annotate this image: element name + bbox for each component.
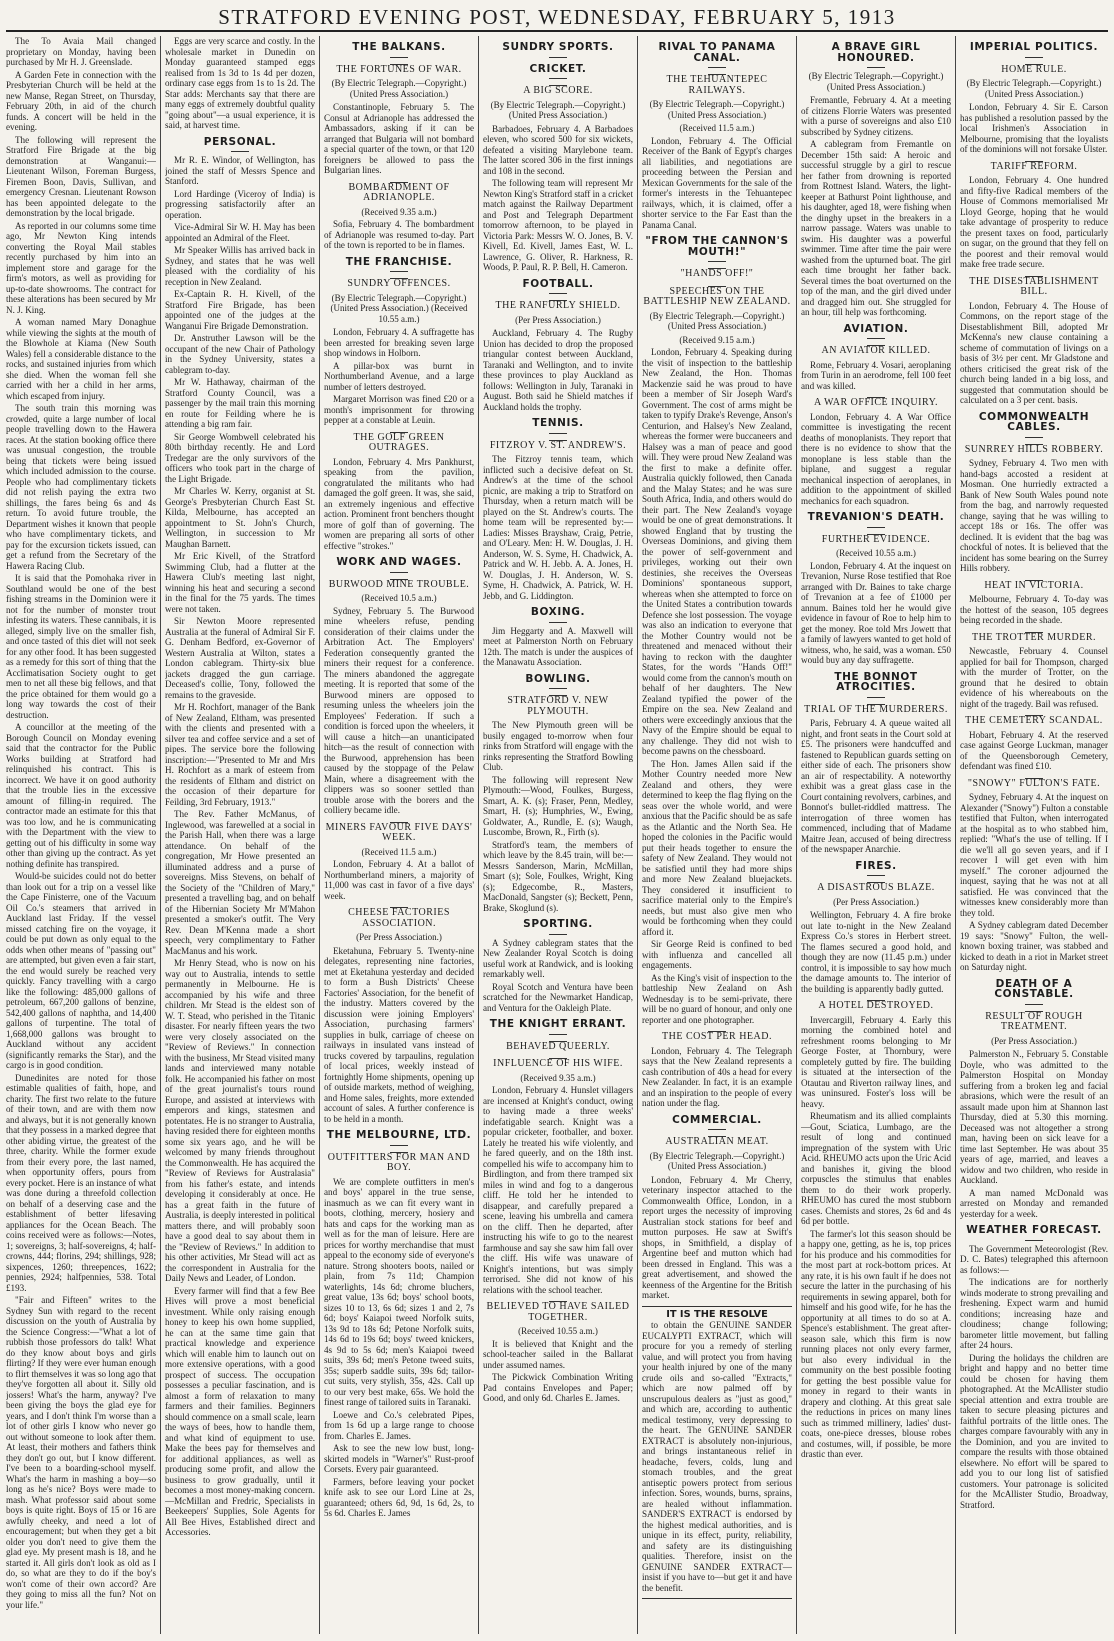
article-paragraph: Sydney, February 4. At the inquest on Alexander ("Snowy") Fulton a constable testified that Fulton, when interrogated at the hospital as to who stabbed him, replied: "What's the use of telling. If I die we'll all go seven years, and if I recover I will get even with him myself." The coroner adjourned the inquest, saying that he was not at all satisfied. He was convinced that the witnesses knew considerably more than they told. — [960, 792, 1108, 918]
article-paragraph: London, February 4. One hundred and fifty-five Radical members of the House of Commons memorialised Mr Lloyd George, hoping that he would take advantage of prosperity to reduce the present taxes on food, particularly on sugar, on the ground that they fell on the poorest and their removal would make free trade secure. — [960, 175, 1108, 269]
section-heading: THE FRANCHISE. — [324, 257, 474, 273]
credit-line: (Per Press Association.) — [515, 314, 601, 325]
section-heading: THE MELBOURNE, LTD. — [324, 1130, 474, 1146]
section-heading: BOWLING. — [483, 674, 633, 690]
article-paragraph: London, February 4. Mr Cherry, veterinary inspector attached to the Commonwealth Office, London, in a report urges the necessity of improving Australian stock stations for beef and mutton purposes. He saw at Swift's shops, in Smithfield, a display of Argentine beef and mutton which had been dressed in England. This was a great advertisement, and showed the keenness of the Argentine for the British market. — [642, 1174, 792, 1300]
article-paragraph: Rome, February 4. Vosari, aeroplaning from Turin in an aerodrome, fell 100 feet and was killed. — [801, 359, 951, 391]
article-paragraph: Auckland, February 4. The Rugby Union has decided to drop the proposed triangular contest between Auckland, Taranaki and Wellington, and to invite these provinces to play Auckland as follows: Wellington in July, Taranaki in August. Both said he Shield matches if Auckland holds the trophy. — [483, 328, 633, 412]
subheading: THE GOLF GREEN OUTRAGES. — [324, 432, 474, 454]
subheading: BEHAVED QUEERLY. — [483, 1041, 633, 1053]
article-paragraph: Paris, February 4. A queue waited all night, and front seats in the Court sold at £5. The prisoners were handcuffed and fastened to Republican guards setting on either side of each. The prisoners show an air of respectability. A noteworthy exhibit was a great glass case in the Court containing revolvers, carbines, and Bonnot's bullet-riddled mattress. The interrogation of three women has commenced, including that of Madame Maitre Jean, accused of being directress of the newspaper Anarchie. — [801, 718, 951, 854]
subheading: OUTFITTERS FOR MAN AND BOY. — [324, 1152, 474, 1174]
subheading: FITZROY V. ST. ANDREW'S. — [483, 440, 633, 452]
credit-line: (Per Press Association.) — [991, 1035, 1077, 1046]
received-line: (Received 9.35 a.m.) — [361, 206, 437, 217]
article-paragraph: Mr Charles W. Kerry, organist at St. George's Presbyterian Church East St. Kilda, Melbourne, has accepted an appointment to St. John's Church, Wellington, in succession to Mr Maughan Barnett. — [165, 486, 315, 549]
article-paragraph: The Hon. James Allen said if the Mother Country needed more New Zealand and others, they were determined to keep the flag flying on the seas over the whole world, and were anxious that the Pacific should be as safe as the Atlantic and the North Sea. He hoped the colonies in the Pacific would put their heads together to ensure the safety of New Zealand. They would not be satisfied until they had more ships and more New Zealand bluejackets. They considered it insufficient to sacrifice material only to the Empire's needs, but must also give men who would be forthcoming when they could afford it. — [642, 758, 792, 937]
section-heading: IMPERIAL POLITICS. — [960, 42, 1108, 58]
article-paragraph: Invercargill, February 4. Early this morning the combined hotel and refreshment rooms belonging to Mr George Foster, at Thornbury, were completely gutted by fire. The building is situated at the intersection of the Otautau and Riverton railway lines, and was uninsured. Foster's loss will be heavy. — [801, 1014, 951, 1109]
article-paragraph: London, February 4. Hunslet villagers are incensed at Knight's conduct, owing to having made a three weeks' indefatigable search. Knight was a popular cricketer, footballer, and boxer. Lately he treated his wife violently, and he fared queerly, and on the 18th inst. compelled his wife to accompany him to Birdlington, and from there tramped six miles in wind and fog to a dangerous cliff. He told her he intended to disappear, and carefully prepared a scene, leaving his umbrella and camera on the cliff. Then he departed, after instructing his wife to go to the nearest farmhouse and say she saw him fall over the cliff. His wife was unaware of Knight's intentions, but was simply terrorised. She did not know of his relations with the school teacher. — [483, 1085, 633, 1295]
article-paragraph: The Fitzroy tennis team, which inflicted such a decisive defeat on St. Andrew's at the time of the school picnic, are making a trip to Stratford on Thursday, when a return match will be played on the St. Andrew's courts. The home team will be represented by:—Ladies: Misses Brayshaw, Craig, Petrie, and O'Leary. Men: H. W. Douglas, J. H. Anderson, W. S. Syme, H. Chadwick, A. Patrick and W. H. Jebb. A. A. Jones, H. W. Douglas, J. H. Anderson, W. S. Syme, H. Chadwick, A. Patrick, W. H. Jebb, and G. Liddington. — [483, 454, 633, 601]
section-heading: AVIATION. — [801, 324, 951, 340]
article-paragraph: Constantinople, February 5. The Consul at Adrianople has addressed the Ambassadors, asking if it can be arranged that Bulgaria will not bombard a special quarter of the town, or that 120 foreigners be allowed to pass the Bulgarian lines. — [324, 102, 474, 175]
section-heading: "FROM THE CANNON'S MOUTH!" — [642, 236, 792, 262]
article-paragraph: Mr Eric Kivell, of the Stratford Swimming Club, had a flutter at the Hawera Club's meeting last night, winning his heat and securing a second in the final for the 75 yards. The times were not taken. — [165, 551, 315, 614]
article-paragraph: A man named McDonald was arrested on Monday and remanded yesterday for a week. — [960, 1187, 1108, 1219]
column-1 — [6, 36, 156, 1636]
subheading: AUSTRALIAN MEAT. — [642, 1136, 792, 1148]
column-rule — [955, 36, 956, 1634]
credit-line: (By Electric Telegraph.—Copyright.) (United Press Association.) — [966, 78, 1102, 99]
subheading: FURTHER EVIDENCE. — [801, 534, 951, 546]
article-paragraph: A cablegram from Fremantle on December 15th said: A heroic and successful struggle by a girl to rescue her father from drowning is reported from Rottnest Island. Waters, the light-keeper at Bathurst Point lighthouse, and his daughter, aged 18, were fishing when the dinghy upset in the breakers in a narrow passage. Waters was unable to swim. His daughter was a powerful swimmer. Time after time the pair were washed from the upturned boat. The girl each time brought her father back. Several times the boat overturned on the top of the man, and the girl dived under and dragged him out. She struggled for an hour, till help was forthcoming. — [801, 139, 951, 317]
article-paragraph: A woman named Mary Donaghue while viewing the sights at the mouth of the Blowhole at Kiama (New South Wales) fell a considerable distance to the rocks, and sustained injuries from which she died. When the woman fell she carried with her a child in her arms, which escaped from injury. — [6, 317, 156, 401]
credit-line: (Per Press Association.) — [833, 896, 919, 907]
subheading: SPEECHES ON THE BATTLESHIP NEW ZEALAND. — [643, 285, 791, 307]
advertisement-title: IT IS THE RESOLVE — [666, 1308, 768, 1320]
subheading: HOME RULE. — [960, 64, 1108, 76]
article-paragraph: Ex-Captain R. H. Kivell, of the Stratford Fire Brigade, has been appointed one of the judges at the Wanganui Fire Brigade Demonstration. — [165, 289, 315, 331]
subheading: INFLUENCE OF HIS WIFE. — [483, 1058, 633, 1070]
received-line: (Received 11.5 a.m.) — [679, 123, 755, 133]
article-paragraph: Lord Hardinge (Viceroy of India) is progressing satisfactorily after an operation. — [165, 188, 315, 220]
article-paragraph: Mr W. Hathaway, chairman of the Stratford County Council, was a passenger by the mail train this morning en route for Feilding where he is attending a big ram fair. — [165, 377, 315, 429]
article-paragraph: Newcastle, February 4. Counsel applied for bail for Thompson, charged with the murder of Trotter, on the ground that he desired to obtain evidence of his whereabouts on the night of the tragedy. Bail was refused. — [960, 646, 1108, 709]
received-line: (Received 10.55 a.m.) — [518, 1326, 598, 1336]
article-paragraph: The Rev. Father McManus, of Inglewood, was farewelled at a social in the Parish Hall, when there was a large attendance. On behalf of the congregation, Mr Howe presented an illuminated address and a purse of sovereigns. Miss Stevens, on behalf of the Society of the "Children of Mary," presented a travelling bag, and on behalf of the Hibernian Society Mr M'Mahon presented a smoker's outfit. The Very Rev. Dean M'Kenna made a short speech, very complimentary to Father MacManus and his work. — [165, 809, 315, 956]
article-paragraph: London, February 4. The Telegraph says that the New Zealand represents a cash contribution of 40s a head for every New Zealander. In fact, it is an example and an inspiration to the people of every nation under the flag. — [642, 1045, 792, 1108]
article-paragraph: Mr Henry Stead, who is now on his way out to Australia, intends to settle permanently in Melbourne. He is accompanied by his wife and three children. Mr Stead is the eldest son of W. T. Stead, who perished in the Titanic disaster. For nearly fifteen years the two were very closely associated on the "Review of Reviews." In connection with the business, Mr Stead visited many lands and interviewed many notable folk. He accompanied his father on most of the great journalist's tours round Europe, and assisted at interviews with emperors and kings, statesmen and potentates. He is no stranger to Australia, having resided there for eighteen months some six years ago, and he will be welcomed by many friends throughout the Commonwealth. He has acquired the "Review of Reviews for Australasia" from his father's estate, and intends developing it considerably at once. He has a great faith in the future of Australia, is deeply interested in political matters there, and will probably soon have a good deal to say about them in the "Review of Reviews." In addition to his other activities, Mr Stead will act as the correspondent in Australia for the Daily News and Leader, of London. — [165, 958, 315, 1283]
article-paragraph: Sydney, February 5. The Burwood mine wheelers refuse, pending consideration of their claims under the Arbitration Act. The Employers' Federation consequently granted the miners their request for a conference. The miners abandoned the aggregate meeting. It is reported that some of the Burwood miners are opposed to resuming unless the wheelers join the Employees' Federation. If such a condition is forced upon the wheelers, it will cause a hitch—an unanticipated hitch—as the result of connection with the Burwood, apprehension has been caused by the stoppage of the Pelaw Main, where a disagreement with the clippers was so sooner settled than trouble arose with the borers and the colliery became idle. — [324, 605, 474, 815]
section-heading: COMMERCIAL. — [642, 1115, 792, 1131]
subheading: THE TEHUANTEPEC RAILWAYS. — [642, 74, 792, 96]
article-paragraph: As the King's visit of inspection to the battleship New Zealand on Ash Wednesday is to be semi-private, there will be no guard of honour, and only one reporter and one photographer. — [642, 972, 792, 1025]
article-paragraph: Rheumatism and its allied complaints—Gout, Sciatica, Lumbago, are the result of long and continued impregnation of the system with Uric Acid. RHEUMO acts upon the Uric Acid and banishes it, giving the blood corpuscles the stimulus that enables them to do their work properly. RHEUMO has cured the most stubborn cases. Chemists and stores, 2s 6d and 4s 6d per bottle. — [801, 1111, 951, 1226]
subheading: BURWOOD MINE TROUBLE. — [324, 579, 474, 591]
subheading: SUNRREY HILLS ROBBERY. — [960, 444, 1108, 456]
received-line: (Received 10.5 a.m.) — [361, 593, 437, 603]
section-heading: A BRAVE GIRL HONOURED. — [801, 42, 951, 68]
article-paragraph: Ask to see the new low bust, long-skirted models in "Warner's" Rust-proof Corsets. Every pair guaranteed. — [324, 1443, 474, 1474]
article-paragraph: The Government Meteorologist (Rev. D. C. Bates) telegraphed this afternoon as follows:— — [960, 1243, 1108, 1275]
article-paragraph: London, February 4. Speaking during the visit of inspection to the battleship New Zealand, the Hon. Thomas Mackenzie said he was proud to have been a member of Sir Joseph Ward's Government. The cost of arms might be taken to typify Drake's Revenge, Anson's Centurion, and Halsey's New Zealand, whereas the former were buccaneers and Halsey was a man of peace and good will. They were proud New Zealand was the first to make a definite offer. Australia quickly followed, then Canada and the Malay States; and he was sure South Africa, India, and others would do their part. The New Zealand's voyage would be one of great demonstrations. It showed England that by trusting the Overseas Dominions, and giving them the power of self-government and privileges, working out their own destinies, she receives the Overseas Dominions' spontaneous support, whereas when she attempted to force on the United States a contribution towards Defence she lost possession. The voyage was also an indication to everyone that the Mother Country would not be threatened and menaced without their having to reckon with the daughter States, for the words "Hands Off!" would come from the cannon's mouth on behalf of her daughters. The New Zealand typified the power of the Empire on the sea. New Zealand and others were exceedingly anxious that the Navy of the Empire should be equal to any challenge. They did not wish to become pawns on the chessboard. — [642, 347, 792, 756]
received-line: (Received 11.5 a.m.) — [361, 846, 437, 857]
subheading: THE COST PER HEAD. — [642, 1031, 792, 1043]
article-paragraph: The following team will represent Mr Newton King's Stratford staff in a cricket match against the Railway Department and Post and Telegraph Department tomorrow afternoon, to be played in Victoria Park: Messrs W. O. Jones, B. V. Kivell, Ed. Kivell, James East, W. L. Lawrence, G. Oliver, R. Harkness, R. Woods, P. Paul, R. P. Bell, H. Cameron. — [483, 178, 633, 272]
article-paragraph: Eggs are very scarce and costly. In the wholesale market in Dunedin on Monday guaranteed stamped eggs realised from 1s 3d to 1s 4d per dozen, ordinary case eggs from 1s to 1s 2d. The Star adds: Merchants say that there are many eggs of extremely doubtful quality "going about"—a usual experience, it is said, at harvest time. — [165, 36, 315, 130]
article-paragraph: The New Plymouth green will be busily engaged to-morrow when four rinks from Stratford will engage with the rinks representing the Stratford Bowling Club. — [483, 720, 633, 772]
article-paragraph: The following will represent New Plymouth:—Wood, Foulkes, Burgess, Smart, A. K. (s); Fraser, Penn, Medley, Smart, H. (s); Humphries, W., Ewing, Goldwater, A., Rundle, E. (s); Waugh, Luscombe, Brown, R., Firth (s). — [483, 774, 633, 837]
article-paragraph: It is believed that Knight and the school-teacher sailed in the Ballarat under assumed names. — [483, 1338, 633, 1370]
article-paragraph: London, February 4. A War Office committee is investigating the recent deaths of monoplanists. They report that there is no evidence to show that the monoplane is less stable than the biplane, and suggest a regular mechanical inspection of aeroplanes, in addition to the appointment of skilled mechanics for each squadron. — [801, 411, 951, 506]
article-paragraph: Dr. Anstruther Lawson will be the occupant of the new Chair of Pathology in the Sydney University, states a cablegram to-day. — [165, 333, 315, 375]
article-paragraph: Farmers, before leaving your pocket knife ask to see our Lord Line at 2s, guaranteed; others 6d, 9d, 1s 6d, 2s, to 5s 6d. Charles E. James — [324, 1476, 474, 1518]
article-paragraph: Sir George Reid is confined to bed with influenza and cancelled all engagements. — [642, 939, 792, 970]
column-rule — [478, 36, 479, 1634]
column-rule — [319, 36, 320, 1634]
column-rule — [796, 36, 797, 1634]
subheading: AN AVIATOR KILLED. — [801, 345, 951, 357]
section-heading: FIRES. — [801, 861, 951, 877]
article-paragraph: Jim Heggarty and A. Maxwell will meet at Palmerston North on February 12th. The match is under the auspices of the Manawatu Association. — [483, 625, 633, 667]
article-paragraph: We are complete outfitters in men's and boys' apparel in the true sense, inasmuch as we can fit every want in boots, clothing, mercery, hosiery and hats and caps for the working man as well as for the man of leisure. Here are prices for worthy merchandise that must appeal to the economy side of everyone's nature. Strong shooters boots, nailed or plain, from 7s 11d; Champion waterlights, 14s 6d; chrome bluchers, great value, 13s 6d; boys' school boots, sizes 10 to 13, 6s 6d; sizes 1 and 2, 7s 6d; boys' Kaiapoi tweed Norfolk suits, 13s 9d to 18s 6d; Petone Norfolk suits, 14s 6d to 19s 6d; boys' tweed knickers, 4s 9d to 5s 6d; men's Kaiapoi tweed suits, 39s 6d; men's Petone tweed suits, 35s; superb saddle suits, 39s 6d; tailor-cut suits, very stylish, 35s, 42s. Call up to our very best make, 65s. We hold the finest range of tailored suits in Taranaki. — [324, 1176, 474, 1407]
article-paragraph: A Sydney cablegram states that the New Zealander Royal Scotch is doing useful work at Randwick, and is looking remarkably well. — [483, 937, 633, 979]
article-paragraph: Margaret Morrison was fined £20 or a month's imprisonment for throwing pepper at a constable at Leuin. — [324, 394, 474, 425]
article-paragraph: A Sydney cablegram dated December 19 says: "Snowy" Fulton, the well-known boxing trainer, was stabbed and kicked to death in a riot in Market street on Saturday night. — [960, 920, 1108, 972]
article-paragraph: The indications are for northerly winds moderate to strong prevailing and freshening. Expect warm and humid conditions; increasing haze and cloudiness; change following; barometer little movement, but falling after 24 hours. — [960, 1277, 1108, 1350]
article-paragraph: Loewe and Co.'s celebrated Pipes, from 1s 6d up a large range to choose from. Charles E. James. — [324, 1409, 474, 1441]
article-paragraph: Hobart, February 4. At the reserved case against George Luckman, manager of the Queensborough Cemetery, defendant was fined £10. — [960, 729, 1108, 771]
article-paragraph: It is said that the Pomohaka river in Southland would be one of the best fishing streams in the Dominion were it not for the number of monster trout infesting its waters. These cannibals, it is alleged, simply live on the smaller fish, and once tasted of this diet will not seek for any other food. It has been suggested as a remedy for this sort of thing that the Acclimatisation Society ought to get men to net all these big fellows, and that the price obtained for them would go a long way towards the cost of their destruction. — [6, 573, 156, 720]
article-paragraph: London, February 4. The Official Receiver of the Bank of Egypt's charges all liabilities, and negotiations are proceeding between the Persian and Mexican Governments for the sale of the former's interests in the Tehuantepec railways, which, it is claimed, offer a shorter service to the Far East than the Panama Canal. — [642, 135, 792, 230]
article-paragraph: Dunedinites are noted for those estimable qualities of faith, hope, and charity. The first two relate to the future of their town, and are with them now and always, but it is not generally known that they possess in a marked degree that other abiding virtue, the greatest of the three, charity. While the former exude from their every pore, the last named, when opportunity offers, pours from every pocket. Here is an instance of what was done during a threefold collection on behalf of a deserving case and the establishment of better lifesaving appliances for the Ocean Beach. The coins received were as follows:—Notes, 1; sovereigns, 3; half-sovereigns, 4; half-crowns, 444; florins, 294; shillings, 928; sixpences, 1260; threepences, 1622; pennies, 2924; halfpennies, 538. Total £193. — [6, 1072, 156, 1293]
section-heading: RIVAL TO PANAMA CANAL. — [642, 42, 792, 68]
article-paragraph: During the holidays the children are bright and happy and no better time could be chosen for having them photographed. At the McAllister studio special attention and extra trouble are taken to secure pleasing pictures and faithful portraits of the little ones. The charges compare favourably with any in the Dominion, and you are invited to compare the results with those obtained elsewhere. No effort will be spared to add you to our long list of satisfied customers. Your patronage is solicited for the McAllister Studio, Broadway, Stratford. — [960, 1352, 1108, 1510]
column-4 — [483, 36, 633, 1636]
section-heading: CRICKET. — [483, 64, 633, 80]
section-heading: DEATH OF A CONSTABLE. — [960, 979, 1108, 1005]
subheading: THE TROTTER MURDER. — [960, 632, 1108, 644]
column-7 — [960, 36, 1108, 1636]
credit-line: (Per Press Association.) — [356, 932, 442, 942]
article-paragraph: London, February 4. The House of Commons, on the report stage of the Disestablishment Bill, adopted Mr McKenna's new clause containing a scheme of commutation of livings on a basis of 3½ per cent. Mr Gladstone and others criticised the great risk of the church being landed in a big loss, and suggested that commutation should be calculated on a 3 per cent. basis. — [960, 300, 1108, 405]
section-heading: THE BONNOT ATROCITIES. — [801, 672, 951, 698]
article-paragraph: "Fair and Fifteen" writes to the Sydney Sun with regard to the recent discussion on the youth of Australia by the Science Congress:—"What a lot of rubbish those professors do talk! What do they know about boys and girls flirting? If they were ever human enough to flirt themselves it was so long ago that they've forgotten all about it. Silly old jossers! What's the harm, anyway? I've been giving the boys the glad eye for years, and I don't think I'm worse than a lot of other girls I know who never go out without someone to look after them. At least, their mothers and fathers think they don't go out, but I know different. I've been to a boarding-school myself. What's the harm in mashing a boy—so long as he's nice? Boys were made to mash. What professor said about some boys is quite right. Boys of 15 or 16 are awfully cheeky, and need a lot of encouragement; but when they get a bit older you don't need to give them the glad eye. My present mash is 18, and he started it. All girls don't look as old as I do, so what are they to do if the boy's won't come of their own accord? Are they going to miss all the fun? Not on your life." — [6, 1295, 156, 1610]
received-line: (Received 10.55 a.m.) — [836, 548, 916, 558]
subheading: STRATFORD V. NEW PLYMOUTH. — [483, 695, 633, 717]
section-heading: TREVANION'S DEATH. — [801, 512, 951, 528]
subheading: TARIFF REFORM. — [960, 161, 1108, 173]
article-paragraph: Sofia, February 4. The bombardment of Adrianople was resumed to-day. Part of the town is reported to be in flames. — [324, 219, 474, 250]
credit-line: (By Electric Telegraph.—Copyright.) (United Press Association.) — [331, 78, 467, 99]
article-paragraph: A pillar-box was burnt in Northumberland Avenue, and a large number of letters destroyed. — [324, 360, 474, 392]
subheading: THE CEMETERY SCANDAL. — [960, 715, 1108, 727]
section-heading: TENNIS. — [483, 418, 633, 434]
article-paragraph: Mr Speaker Willis has arrived back in Sydney, and states that he was well pleased with the cordiality of his reception in New Zealand. — [165, 245, 315, 287]
subheading: HEAT IN VICTORIA. — [960, 580, 1108, 592]
article-paragraph: Fremantle, February 4. At a meeting of citizens Florrie Waters was presented with a purse of sovereigns and also £10 subscribed by Sydney citizens. — [801, 95, 951, 137]
article-paragraph: A councillor at the meeting of the Borough Council on Monday evening said that the contractor for the Public Works building at Stratford had relinquished his contract. This is incorrect. We have it on good authority that the trouble lies in the excessive amount of filling-in required. The contractor made an estimate for this that was too low, and he is communicating with the Department with the view to getting out of his difficulty in some way other than giving up the contract. As yet nothing definite has transpired. — [6, 722, 156, 869]
subheading: "HANDS OFF!" — [642, 268, 792, 280]
article-paragraph: Barbadoes, February 4. A Barbadoes eleven, who scored 500 for six wickets, defeated a visiting Marylebone team. The latter scored 306 in the first innings and 108 in the second. — [483, 123, 633, 176]
article-paragraph: The following will represent the Stratford Fire Brigade at the big demonstration at Wanganui:—Lieutenant Wilson, Foreman Burgess, Firemen Boon, Davis, Sullivan, and emergency Cresnan. Lieutenant Rowson has been appointed delegate to the demonstration by the local brigade. — [6, 134, 156, 218]
article-paragraph: London, February 4. Mrs Pankhurst, speaking from the pavilion, congratulated the militants who had damaged the golf green. It was, she said, an extremely ingenious and effective action. Prominent front benchers thought more of golf than of governing. The women are preparing all sorts of other effective "strokes." — [324, 456, 474, 551]
subheading: THE RANFURLY SHIELD. — [483, 300, 633, 312]
section-heading: COMMONWEALTH CABLES. — [960, 412, 1108, 438]
subheading: THE FORTUNES OF WAR. — [324, 64, 474, 76]
article-paragraph: Wellington, February 4. A fire broke out late to-night in the New Zealand Express Co.'s stores in Herbert street. The flames secured a good hold, and though they are now (11.45 p.m.) under control, it is impossible to say how much the damage amounts to. The interior of the building is apparently badly gutted. — [801, 910, 951, 994]
received-line: (Received 9.35 a.m.) — [520, 1072, 596, 1083]
article-paragraph: Vice-Admiral Sir W. H. May has been appointed an Admiral of the Fleet. — [165, 222, 315, 243]
received-line: (Received 9.15 a.m.) — [679, 334, 755, 345]
section-heading: FOOTBALL. — [483, 279, 633, 295]
article-paragraph: Sir George Wombwell celebrated his 80th birthday recently. He and Lord Tredegar are the only survivors of the officers who took part in the charge of the Light Brigade. — [165, 431, 315, 484]
article-paragraph: Eketahuna, February 5. Twenty-nine delegates, representing nine factories, met at Eketahuna yesterday and decided to form a Bush Districts' Cheese Factories' Association, for the benefit of the industry. Matters covered by the discussion were joining Employers' Association, purchasing farmers' supplies in bulk, carriage of cheese on railways in insulated vans instead of trucks covered by tarpaulins, regulation of local prices, weekly instead of fortnightly Home shipments, opening up of outside markets, method of weighing, and Home sales, freights, more extended account of sales. A further conference is to be held in a month. — [324, 945, 474, 1124]
advertisement — [642, 1306, 792, 1600]
article-paragraph: Stratford's team, the members of which leave by the 8.45 train, will be:—Messrs Sanderson, Marin, McMillan, Smart (s); Sole, Foulkes, Wright, King (s); Edgecombe, R., Masters, MacDonald, Sangster (s); Beckett, Penn, Brake, Skoglund (s). — [483, 839, 633, 913]
credit-line: (By Electric Telegraph.—Copyright.) (United Press Association.) (Received 10.55 a.m.) — [330, 292, 468, 324]
column-6 — [801, 36, 951, 1636]
article-paragraph: Every farmer will find that a few Bee Hives will prove a most beneficial investment. While only raising enough honey to keep his own home supplied, he can at the same time gain that practical knowledge and experience which will enable him to launch out on more extensive operations, with a good prospect of success. The occupation possesses a peculiar fascination, and is almost a form of relaxation to many farmers and their families. Beginners should commence on a small scale, learn the ways of bees, how to handle them, and what kind of equipment to use. Make the bees pay for themselves and for additional appliances, as well as producing some profit, and allow the business to grow gradually, until it becomes a most money-making concern.—McMillan and Fredric, Specialists in Beekeepers' Supplies, Sole Agents for All Bee Hives, Established direct and Accessories. — [165, 1285, 315, 1537]
subheading: A BIG SCORE. — [483, 85, 633, 97]
article-paragraph: As reported in our columns some time ago, Mr Newton King intends converting the Royal Mail stables recently purchased by him into an implement store and garage for the firm's motors, as well as providing for up-to-date showrooms. The contract for these alterations has been secured by Mr N. J. King. — [6, 220, 156, 315]
section-heading: BOXING. — [483, 607, 633, 623]
article-paragraph: The farmer's lot this season should be a happy one, getting, as he is, top prices for his produce and his commodities for the most part at rock-bottom prices. At any rate, it is his own fault if he does not secure the latter in the purchasing of his requirements in sewing apparel, both for himself and his good wife, for he has the opportunity at all times to do so at A. Spence's establishment. The great after-season sale, which this firm is now running places not only every farmer, but also every individual in the community on the best possible footing for getting the best possible value for money in regard to their wants in drapery and clothing. At this great sale the reductions in prices on many lines such as trimmed millinery, ladies' dust-coats, one-piece dresses, blouse robes and costumes, will, if possible, be more drastic than ever. — [801, 1228, 951, 1459]
article-paragraph: London, February 4. A suffragette has been arrested for breaking seven large shop windows in Holborn. — [324, 327, 474, 358]
section-heading: THE KNIGHT ERRANT. — [483, 1019, 633, 1035]
subheading: SUNDRY OFFENCES. — [324, 278, 474, 290]
article-paragraph: London, February 4. Sir E. Carson has published a resolution passed by the local Irishmen's Association in Melbourne, promising that the loyalists of the dominions will not forsake Ulster. — [960, 102, 1108, 154]
article-paragraph: The Pickwick Combination Writing Pad contains Envelopes and Paper; Good, and only 6d. Charles E. James. — [483, 1372, 633, 1403]
section-heading: SPORTING. — [483, 919, 633, 935]
credit-line: (By Electric Telegraph.—Copyright.) (United Press Association.) — [649, 310, 785, 331]
column-rule — [637, 36, 638, 1634]
article-paragraph: Sydney, February 4. Two men with hand-bags accosted a resident at Mosman. One hurriedly extracted a Bank of New South Wales pound note from the bag, and narrowly requested change, saying that he was willing to accept 18s or 16s. The offer was declined. It is evident that the bag was chockful of notes. It is believed that the incident has some bearing on the Surrey Hills robbery. — [960, 458, 1108, 573]
subheading: CHEESE FACTORIES ASSOCIATION. — [324, 907, 474, 929]
article-paragraph: A Garden Fete in connection with the Presbyterian Church will be held at the new Manse, Regan Street, on Thursday, February 20th, in aid of the church funds. A concert will be held in the evening. — [6, 69, 156, 132]
subheading: BELIEVED TO HAVE SAILED TOGETHER. — [483, 1301, 633, 1323]
subheading: MINERS FAVOUR FIVE DAYS' WEEK. — [325, 821, 473, 843]
section-heading: THE BALKANS. — [324, 42, 474, 58]
credit-line: (By Electric Telegraph.—Copyright.) (United Press Association.) — [649, 99, 785, 120]
article-paragraph: Royal Scotch and Ventura have been scratched for the Newmarket Handicap, and Ventura for the Oakleigh Plate. — [483, 981, 633, 1013]
subheading: A HOTEL DESTROYED. — [801, 1000, 951, 1012]
masthead: STRATFORD EVENING POST, WEDNESDAY, FEBRUARY 5, 1913 — [6, 4, 1108, 32]
advertisement-text: to obtain the GENUINE SANDER EUCALYPTI EXTRACT, which will procure for you a remedy of sterling value, and will protect you from having your health injured by one of the many crude oils and so-called "Extracts," which are now palmed off by unscrupulous dealers as "just as good," and which are, according to authentic medical testimony, very depressing to the heart. The GENUINE SANDER EXTRACT is absolutely non-injurious, and brings instantaneous relief in headache, fevers, colds, lung and stomach troubles, and the great antiseptic powers protect from serious infection. Sores, wounds, burns, sprains, are healed without inflammation. SANDER'S EXTRACT is endorsed by the highest medical authorities, and is unique in its effect, purity, reliability, and safety are its distinguishing qualities. Therefore, insist on the GENUINE SANDER EXTRACT—insist if you have to—but get it and have the benefit. — [642, 1320, 792, 1593]
column-3 — [324, 36, 474, 1636]
article-paragraph: Mr H. Rochfort, manager of the Bank of New Zealand, Eltham, was presented with the clients and presented with a silver tea and coffee service and a set of pipes. The service bore the following inscription:—"Presented to Mr and Mrs H. Rochfort as a mark of esteem from the residents of Eltham and district on the occasion of their departure for Feilding, 3rd February, 1913." — [165, 702, 315, 807]
article-paragraph: Melbourne, February 4. To-day was the hottest of the season, 105 degrees being recorded in the shade. — [960, 594, 1108, 625]
subheading: "SNOWY" FULTON'S FATE. — [960, 778, 1108, 790]
subheading: TRIAL OF THE MURDERERS. — [801, 704, 951, 716]
subheading: RESULT OF ROUGH TREATMENT. — [960, 1011, 1108, 1033]
article-paragraph: Mr R. E. Windor, of Wellington, has joined the staff of Messrs Spence and Stanford. — [165, 155, 315, 186]
subheading: A DISASTROUS BLAZE. — [801, 882, 951, 894]
section-heading: WORK AND WAGES. — [324, 557, 474, 573]
article-paragraph: London, February 4. At a ballot of Northumberland miners, a majority of 11,000 was cast in favor of a five days' week. — [324, 859, 474, 901]
credit-line: (By Electric Telegraph.—Copyright.) (United Press Association.) — [490, 99, 626, 120]
article-paragraph: Would-be suicides could not do better than look out for a trip on a vessel like the Cape Finisterre, one of the Vacuum Oil Co.'s steamers that arrived in Auckland last Friday. If the vessel missed catching fire on the voyage, it could be put down as only equal to the odds when other means of "passing out" are attempted, but given even a fair start, the end would surely be reached very quickly. Fancy travelling with a cargo like the following: 485,000 gallons of petroleum, 667,200 gallons of benzine, 542,400 gallons of naphtha, and 14,400 gallons of turpentine. The total of 1,668,000 gallons was brought to Auckland without any accident (significantly remarks the Star), and the cargo is in good condition. — [6, 871, 156, 1070]
subheading: BOMBARDMENT OF ADRIANOPLE. — [324, 182, 474, 204]
column-5 — [642, 36, 792, 1636]
article-paragraph: Sir Newton Moore represented Australia at the funeral of Admiral Sir F. G. Denham Bedford, ex-Governor of Western Australia at Wilton, states a London cablegram. Thirty-six blue jackets dragged the gun carriage. Deceased's collie, Tony, followed the remains to the graveside. — [165, 616, 315, 700]
article-paragraph: Palmerston N., February 5. Constable Doyle, who was admitted to the Palmerston Hospital on Monday suffering from a broken leg and facial abrasions, which were the result of an assault made upon him at Shannon last Thursday, died at 5.30 this morning. Deceased was not altogether a strong man, having been on sick leave for a time last September. He was about 35 years of age, married, and leaves a widow and two children, who reside in Auckland. — [960, 1049, 1108, 1185]
column-2 — [165, 36, 315, 1636]
subheading: A WAR OFFICE INQUIRY. — [801, 397, 951, 409]
article-paragraph: London, February 4. At the inquest on Trevanion, Nurse Rose testified that Roe arranged with Dr. Baines to take charge of Trevanion at a fee of £1000 per annum. Baines told her he would give evidence in favour of Roe to help him to get the money. Roe told Mrs Jowett that a family of lawyers wanted to get hold of witness, who, he said, was a woman. £50 would buy any day suffragette. — [801, 560, 951, 665]
section-heading: SUNDRY SPORTS. — [483, 42, 633, 58]
subheading: THE DISESTABLISHMENT BILL. — [960, 276, 1108, 298]
section-heading: WEATHER FORECAST. — [960, 1225, 1108, 1241]
column-rule — [160, 36, 161, 1634]
section-heading: PERSONAL. — [165, 137, 315, 153]
article-paragraph: The To Avaia Mail changed proprietary on Monday, having been purchased by Mr H. J. Greenslade. — [6, 36, 156, 67]
credit-line: (By Electric Telegraph.—Copyright.) (United Press Association.) — [649, 1150, 785, 1171]
credit-line: (By Electric Telegraph.—Copyright.) (United Press Association.) — [808, 71, 944, 92]
article-paragraph: The south train this morning was crowded, quite a large number of local people travelling down to the Hawera races. At the station booking office there was unusual congestion, the trouble being that tickets were being issued which included admission to the course. People who had complimentary tickets did not relish paying the extra two shillings, the fares being 6s and 4s return. To avoid future trouble, the Department wishes it known that people who have complimentary tickets, and pay for the excursion tickets issued, can get a refund from the Secretary of the Hawera Racing Club. — [6, 403, 156, 571]
